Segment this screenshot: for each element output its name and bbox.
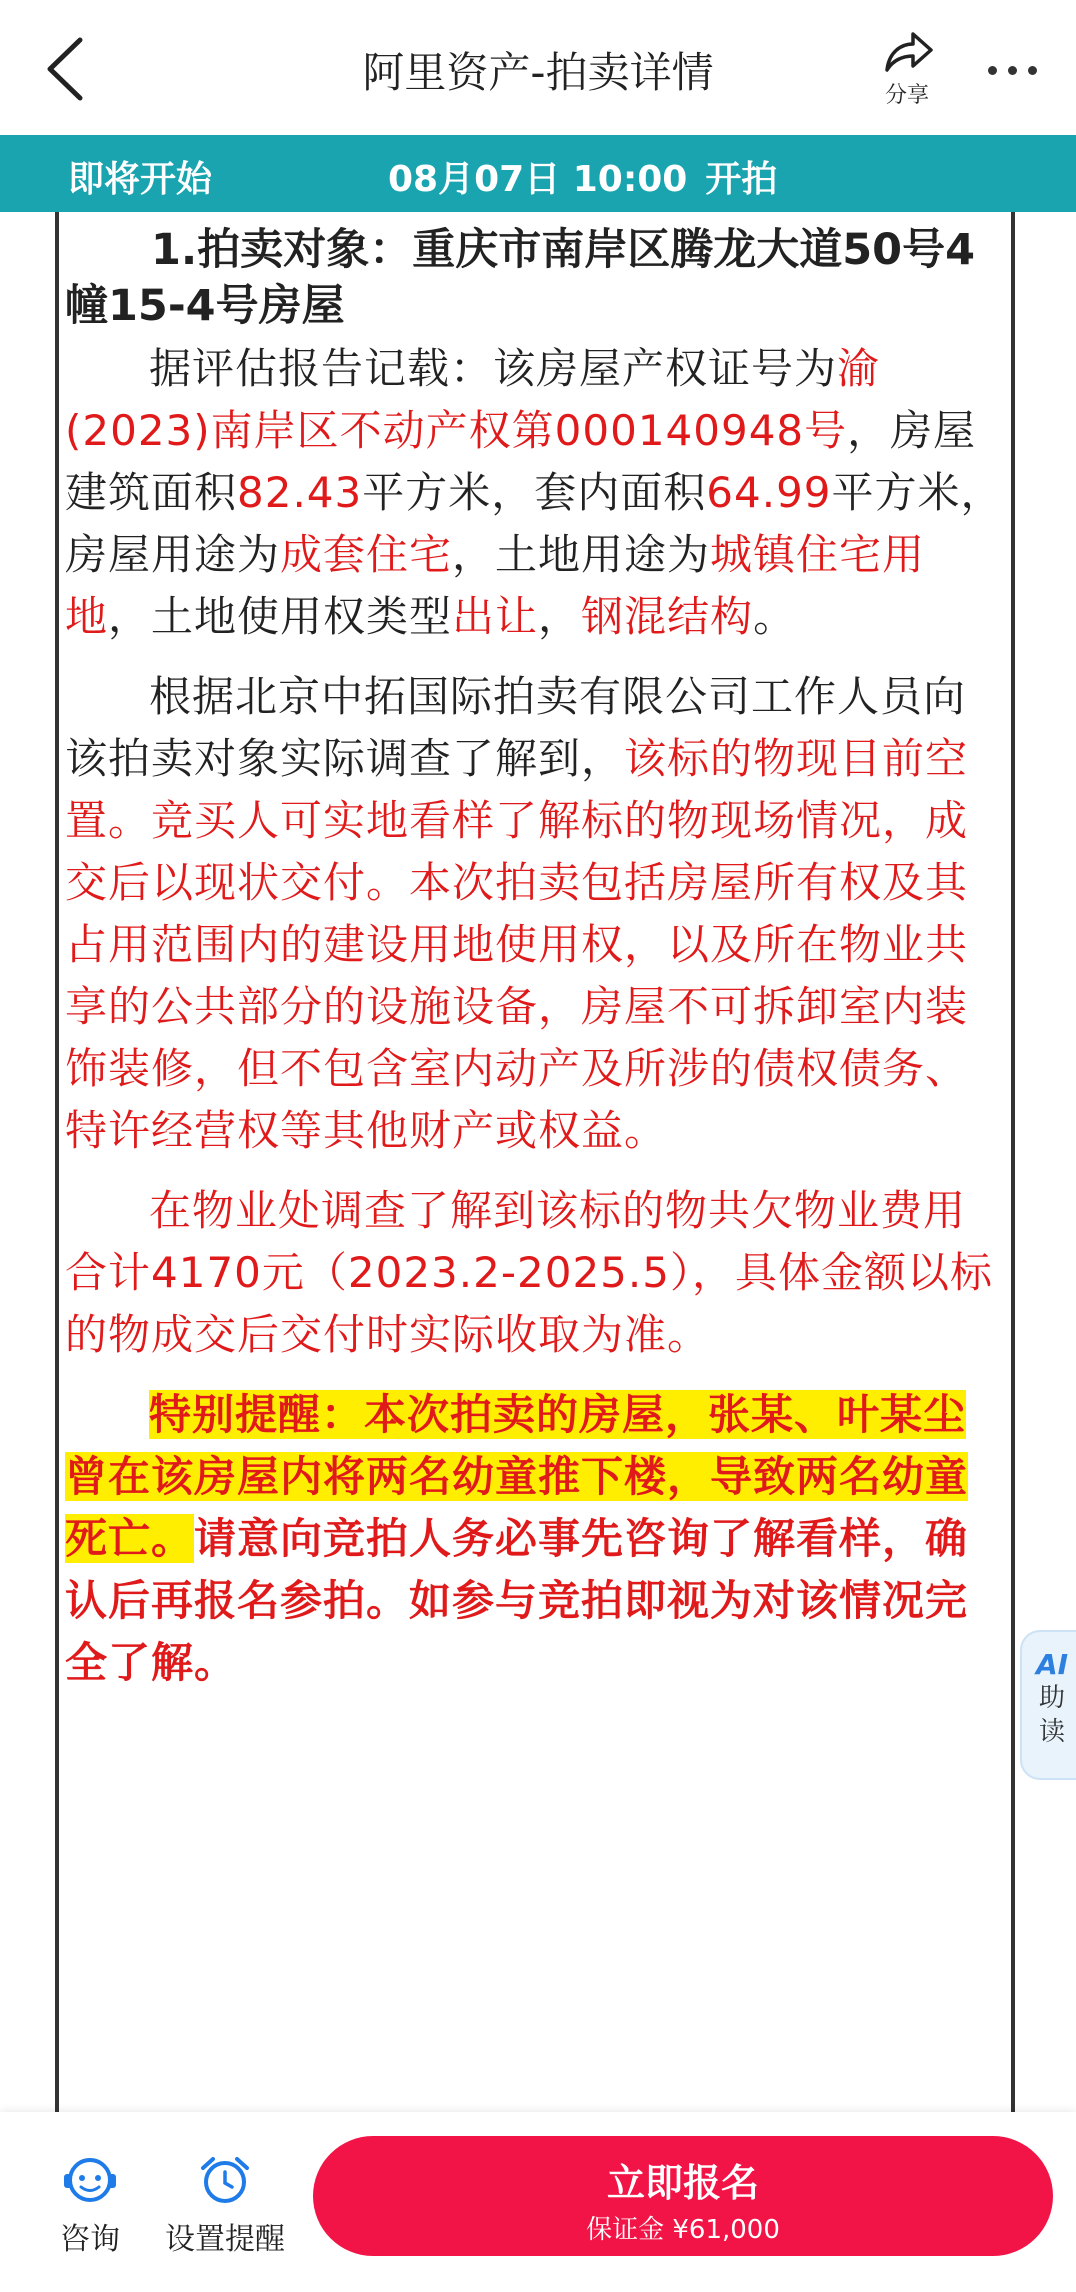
text: 平方米，房屋用途为 [65,468,1004,579]
inner-area: 64.99 [706,468,832,517]
house-use: 成套住宅 [280,530,453,579]
page-title: 阿里资产-拍卖详情 [362,48,714,97]
ai-reading-button[interactable] [1020,1630,1076,1780]
text: 。 [753,592,797,641]
consult-button[interactable] [50,2154,130,2258]
certificate-number: 渝(2023)南岸区不动产权第000140948号 [65,344,881,455]
start-suffix: 开拍 [705,159,778,200]
share-icon [879,30,935,78]
auction-start-time [388,151,777,202]
auction-detail-content [55,212,1015,2112]
special-notice-advice: 请意向竞拍人务必事先咨询了解看样，确认后再报名参拍。如参与竞拍即视为对该情况完全了解。 [65,1514,969,1687]
more-dot [1028,66,1037,75]
start-date: 08月07日 10:00 [388,159,688,200]
ai-label-2: 读 [1038,1717,1065,1747]
alarm-clock-icon [197,2154,253,2206]
customer-service-icon [62,2154,118,2206]
register-label: 立即报名 [606,2161,759,2205]
property-fee-paragraph: 在物业处调查了解到该标的物共欠物业费用合计4170元（2023.2-2025.5），具体金额以标的物成交后交付时实际收取为准。 [65,1186,993,1359]
more-dot [1008,66,1017,75]
survey-paragraph [65,666,1005,1162]
share-label: 分享 [884,83,929,108]
share-button[interactable] [872,30,942,106]
auction-object-heading: 1.拍卖对象：重庆市南岸区腾龙大道50号4幢15-4号房屋 [65,225,976,331]
special-notice-highlight: 特别提醒：本次拍卖的房屋，张某、叶某尘曾在该房屋内将两名幼童推下楼，导致两名幼童死亡。 [65,1390,969,1563]
ai-icon: AI [1035,1648,1069,1681]
deposit-label: 保证金 ¥61,000 [586,2215,780,2245]
special-notice-paragraph [65,1384,1005,1694]
structure-type: 钢混结构 [581,592,754,641]
text: ， [538,592,582,641]
status-label: 即将开始 [68,159,213,200]
consult-label: 咨询 [60,2222,120,2257]
reminder-label: 设置提醒 [165,2222,285,2257]
property-info-paragraph [65,338,1005,648]
top-nav [0,0,1076,135]
auction-status-bar [0,135,1076,212]
land-use: 城镇住宅用地 [65,530,926,641]
text: 平方米，套内面积 [362,468,707,517]
more-dots-icon [988,66,997,75]
ai-label-1: 助 [1038,1683,1065,1713]
register-now-button[interactable] [313,2136,1053,2256]
text: 据评估报告记载：该房屋产权证号为 [149,344,838,393]
text: 根据北京中拓国际拍卖有限公司工作人员向该拍卖对象实际调查了解到， [65,672,967,783]
text: ，土地用途为 [452,530,711,579]
set-reminder-button[interactable] [155,2154,295,2258]
survey-details: 该标的物现目前空置。竞买人可实地看样了解标的物现场情况，成交后以现状交付。本次拍卖包括房屋所有权及其占用范围内的建设用地使用权，以及所在物业共享的公共部分的设施设备，房屋不可拆卸室内装饰装修，但不包含室内动产及所涉的债权债务、特许经营权等其他财产或权益。 [65,734,969,1155]
text: ，土地使用权类型 [108,592,453,641]
land-right-type: 出让 [452,592,539,641]
building-area: 82.43 [237,468,363,517]
bottom-action-bar [0,2112,1076,2292]
more-button[interactable] [984,48,1044,88]
text: ，房屋建筑面积 [65,406,977,517]
